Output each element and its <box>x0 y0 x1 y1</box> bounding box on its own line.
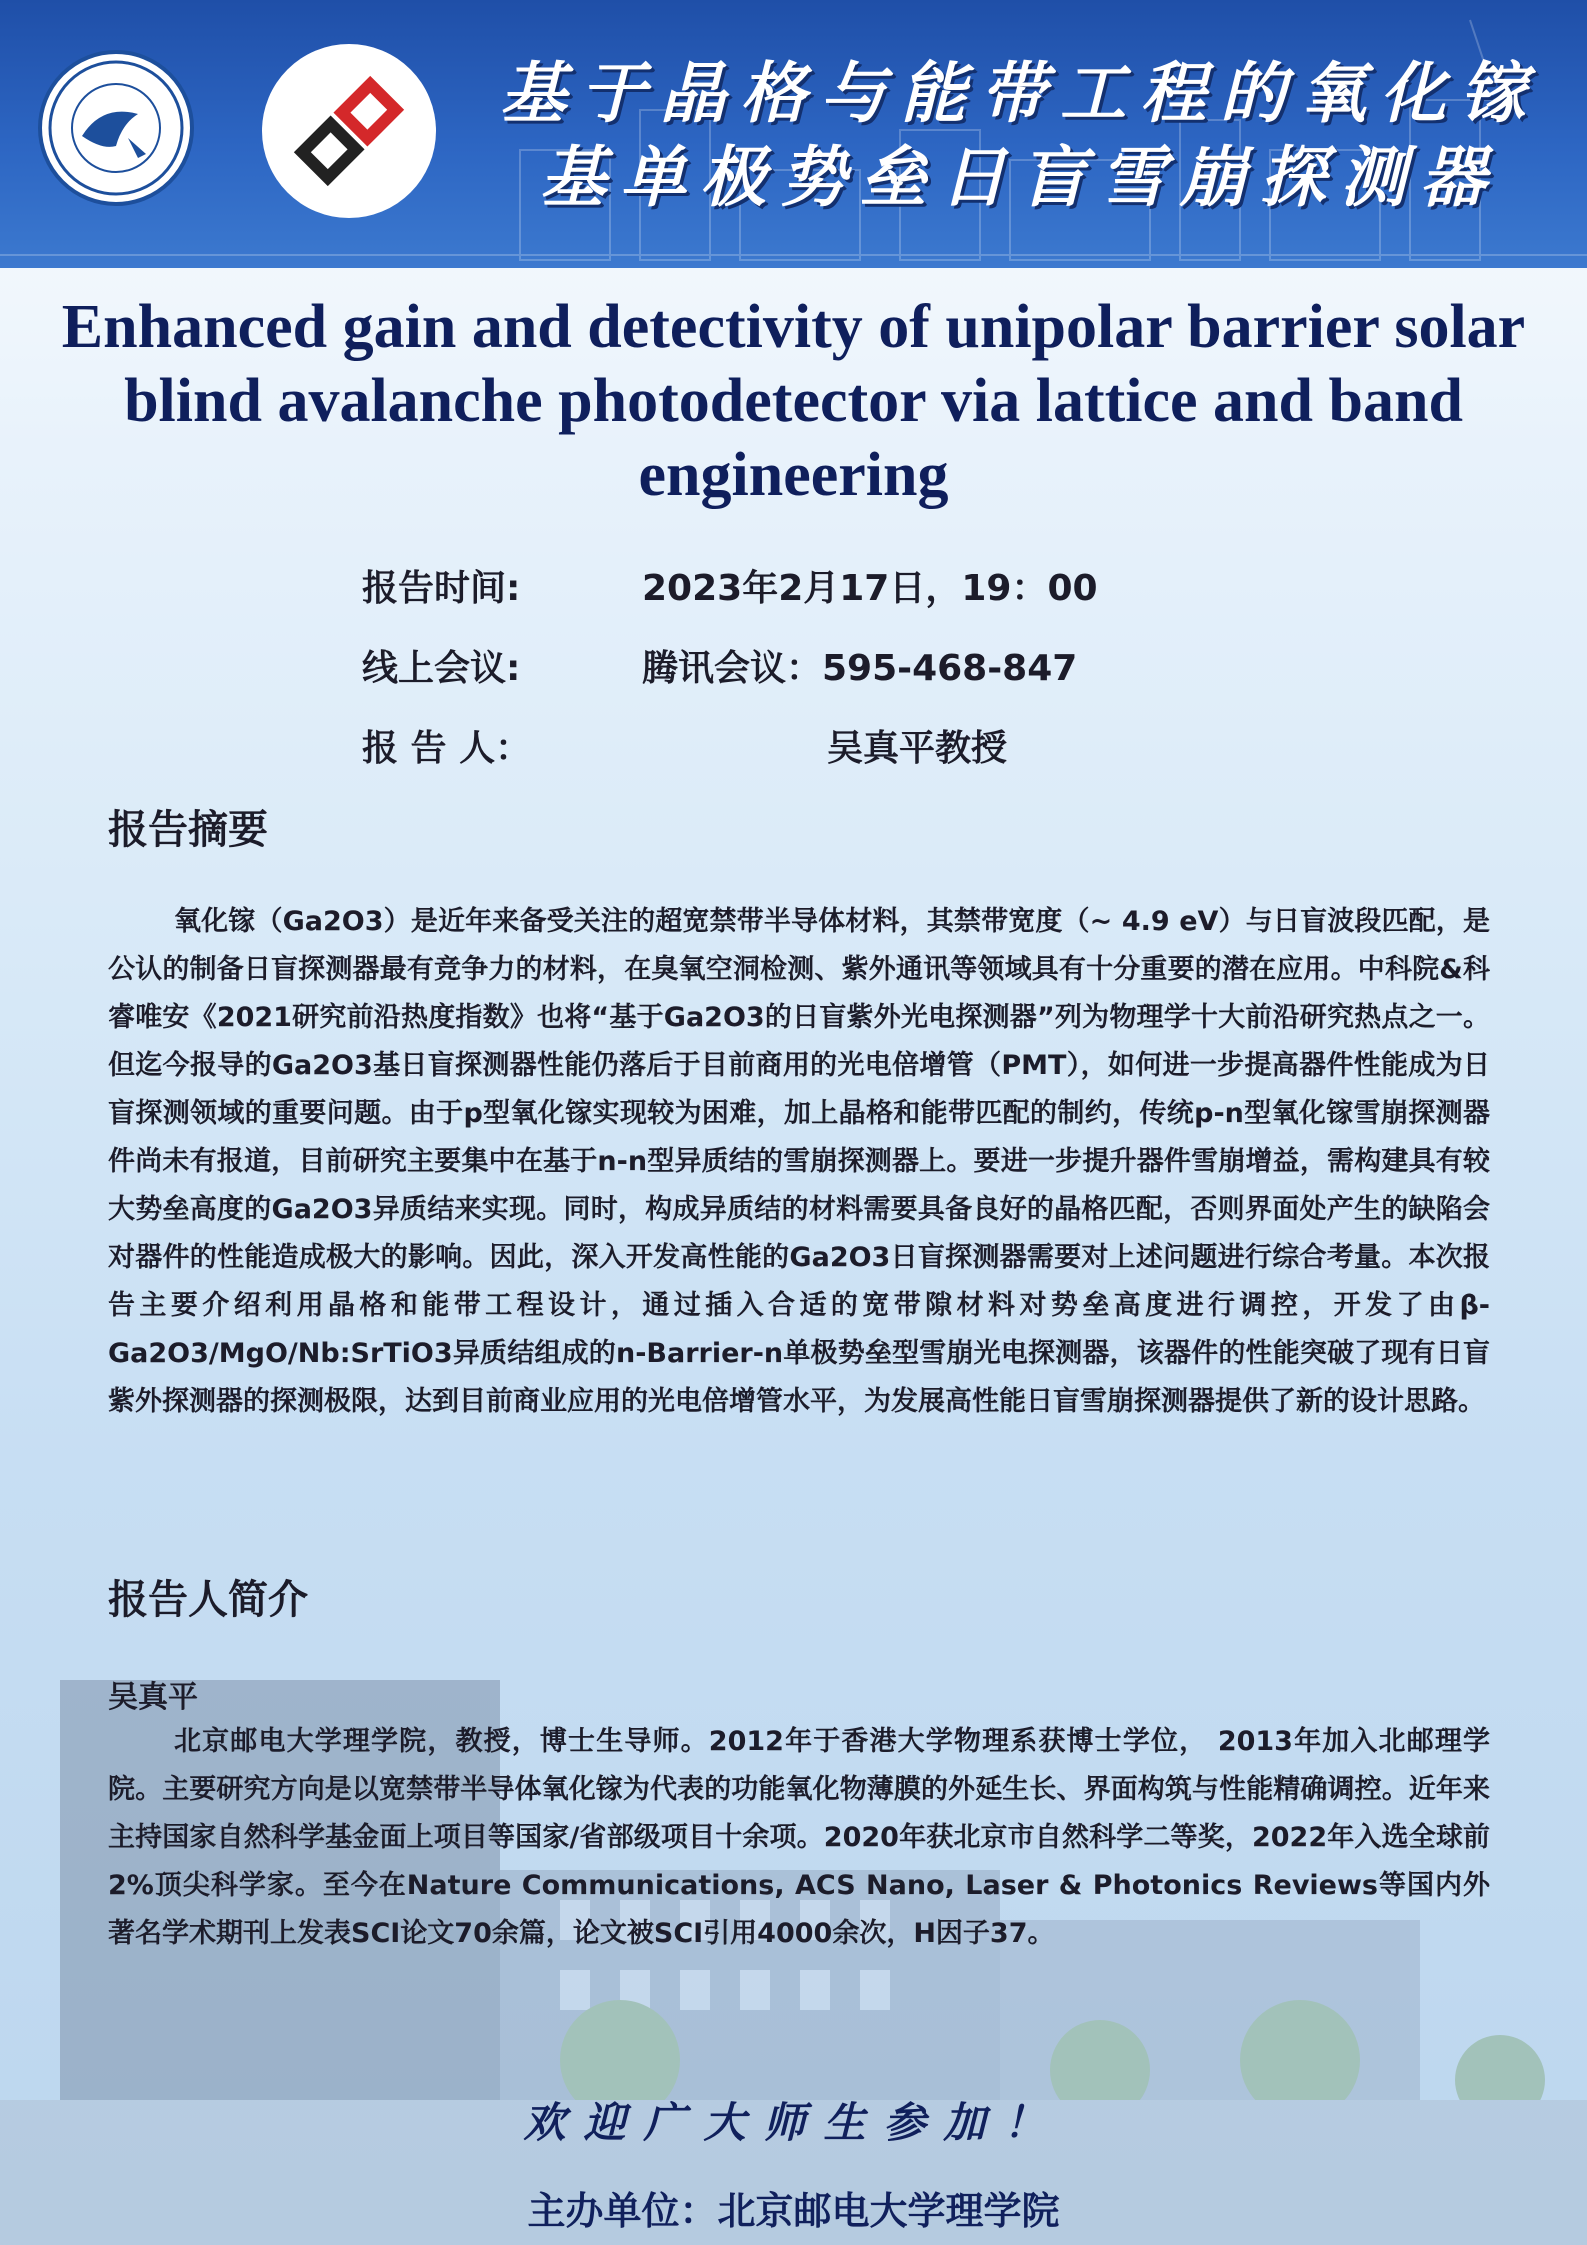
abstract-text: 氧化镓（Ga2O3）是近年来备受关注的超宽禁带半导体材料，其禁带宽度（~ 4.9 eV）与日盲波段匹配，是公认的制备日盲探测器最有竞争力的材料，在臭氧空洞检测、紫外通讯等领域具有十分重要的潜在应用。中科院&科睿唯安《2021研究前沿热度指数》也将“基于Ga2O3的日盲紫外光电探测器”列为物理学十大前沿研究热点之一。但迄今报导的Ga2O3基日盲探测器性能仍落后于目前商用的光电倍增管（PMT），如何进一步提高器件性能成为日盲探测领域的重要问题。由于p型氧化镓实现较为困难，加上晶格和能带匹配的制约，传统p-n型氧化镓雪崩探测器件尚未有报道，目前研究主要集中在基于n-n型异质结的雪崩探测器上。要进一步提升器件雪崩增益，需构建具有较大势垒高度的Ga2O3异质结来实现。同时，构成异质结的材料需要具备良好的晶格匹配，否则界面处产生的缺陷会对器件的性能造成极大的影响。因此，深入开发高性能的Ga2O3日盲探测器需要对上述问题进行综合考量。本次报告主要介绍利用晶格和能带工程设计，通过插入合适的宽带隙材料对势垒高度进行调控，开发了由β-Ga2O3/MgO/Nb:SrTiO3异质结组成的n-Barrier-n单极势垒型雪崩光电探测器，该器件的性能突破了现有日盲紫外探测器的探测极限，达到目前商业应用的光电倍增管水平，为发展高性能日盲雪崩探测器提供了新的设计思路。 <box>108 906 1490 1417</box>
header-banner <box>0 0 1587 268</box>
time-label: 报告时间: <box>362 568 521 609</box>
time-row <box>362 560 1262 640</box>
online-label: 线上会议: <box>362 648 521 689</box>
banner-title <box>470 52 1570 220</box>
host-organizer: 主办单位：北京邮电大学理学院 <box>527 2189 1060 2233</box>
bio-heading: 报告人简介 <box>108 1577 308 1623</box>
bio-name: 吴真平 <box>108 1680 198 1715</box>
banner-title-line1: 基于晶格与能带工程的氧化镓 <box>500 55 1540 132</box>
english-title: Enhanced gain and detectivity of unipolar barrier solar blind avalanche photodetector via lattice and band engineering <box>61 293 1526 509</box>
bio-text: 北京邮电大学理学院，教授，博士生导师。2012年于香港大学物理系获博士学位， 2013年加入北邮理学院。主要研究方向是以宽禁带半导体氧化镓为代表的功能氧化物薄膜的外延生长、界面构筑与性能精确调控。近年来主持国家自然科学基金面上项目等国家/省部级项目十余项。2020年获北京市自然科学二等奖，2022年入选全球前2%顶尖科学家。至今在Nature Communications, ACS Nano, Laser & Photonics Reviews等国内外著名学术期刊上发表SCI论文70余篇，论文被SCI引用4000余次，H因子37。 <box>108 1726 1490 1949</box>
banner-title-line2: 基单极势垒日盲雪崩探测器 <box>540 139 1500 216</box>
time-value: 2023年2月17日，19：00 <box>642 568 1098 609</box>
welcome-text: 欢迎广大师生参加！ <box>523 2098 1064 2147</box>
talk-info <box>362 560 1262 800</box>
online-value: 腾讯会议：595-468-847 <box>642 648 1078 689</box>
university-logo <box>38 50 194 206</box>
speaker-row <box>362 720 1262 800</box>
speaker-value: 吴真平教授 <box>826 728 1007 769</box>
speaker-label: 报 告 人： <box>362 728 532 769</box>
abstract-heading: 报告摘要 <box>108 807 268 853</box>
science-school-logo <box>262 44 436 218</box>
online-row <box>362 640 1262 720</box>
